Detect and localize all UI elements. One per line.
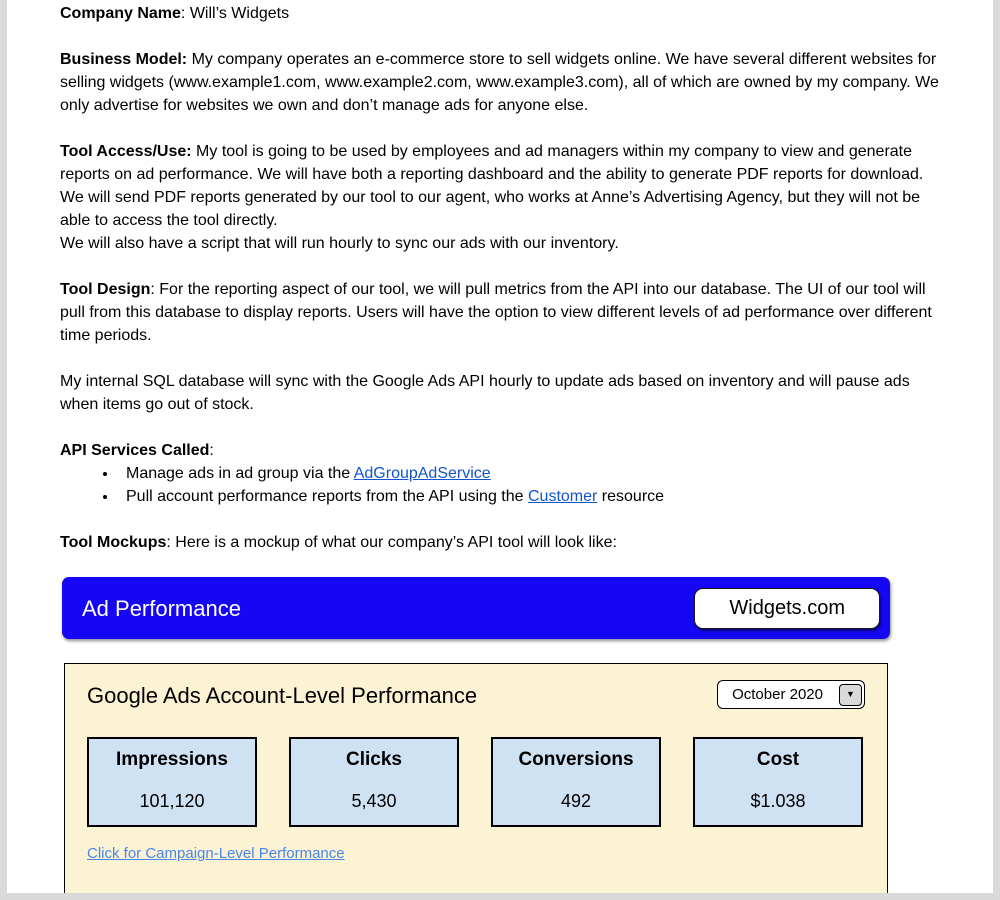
account-performance-panel: [64, 663, 888, 893]
metric-label: Impressions: [116, 749, 228, 770]
business-model-label: Business Model:: [60, 51, 188, 68]
adgroupadservice-link[interactable]: AdGroupAdService: [353, 465, 491, 482]
metric-label: Clicks: [346, 749, 402, 770]
metric-card-cost: [693, 737, 863, 827]
tool-design-paragraph: [60, 278, 940, 347]
company-name-paragraph: [60, 2, 940, 25]
tool-mockups-text: : Here is a mockup of what our company’s API tool will look like:: [166, 534, 617, 551]
bullet-text: Manage ads in ad group via the: [126, 465, 354, 482]
company-name-value: : Will’s Widgets: [180, 5, 290, 22]
api-service-item-adgroupad: [118, 462, 940, 485]
metric-label: Cost: [756, 749, 800, 770]
tool-access-label: Tool Access/Use:: [60, 143, 192, 160]
api-services-label: API Services Called: [60, 442, 210, 459]
api-services-list: [60, 462, 940, 508]
mockup-header-bar: [62, 577, 890, 639]
date-dropdown[interactable]: [717, 680, 865, 709]
tool-design-text: : For the reporting aspect of our tool, we will pull metrics from the API into our database. The UI of our tool will pull from this database to display reports. Users will have the option to view different levels of ad performance over different time periods.: [60, 281, 932, 344]
customer-link[interactable]: Customer: [527, 488, 598, 505]
panel-top-row: [87, 680, 865, 709]
dropdown-arrow-icon[interactable]: ▼: [839, 684, 862, 706]
metric-label: Conversions: [518, 749, 634, 770]
tool-mockups-label: Tool Mockups: [60, 534, 167, 551]
api-services-colon: :: [209, 442, 214, 459]
metrics-row: [87, 737, 865, 827]
document-content: [7, 0, 993, 893]
company-name-label: Company Name: [60, 5, 181, 22]
tool-access-text: My tool is going to be used by employees and ad managers within my company to view and generate reports on ad performance. We will have both a reporting dashboard and the ability to generate PDF reports for download. We will send PDF reports generated by our tool to our agent, who works at Anne’s Advertising Agency, but they will not be able to access the tool directly.: [60, 143, 924, 229]
metric-card-clicks: [289, 737, 459, 827]
tool-design-label: Tool Design: [60, 281, 151, 298]
sql-sync-paragraph: My internal SQL database will sync with the Google Ads API hourly to update ads based on inventory and will pause ads when items go out of stock.: [60, 373, 910, 413]
business-model-text: My company operates an e-commerce store to sell widgets online. We have several different websites for selling widgets (www.example1.com, www.example2.com, www.example3.com), all of which are owned by my company. We only advertise for websites we own and don’t manage ads for anyone else.: [60, 51, 939, 114]
bullet-text: resource: [597, 488, 665, 505]
campaign-level-link[interactable]: Click for Campaign-Level Performance: [87, 845, 345, 862]
panel-title: Google Ads Account-Level Performance: [87, 683, 478, 708]
api-services-heading: [60, 439, 940, 462]
tool-mockups-paragraph: [60, 531, 940, 554]
metric-card-impressions: [87, 737, 257, 827]
tool-access-paragraph: [60, 140, 940, 255]
date-dropdown-value: October 2020: [732, 686, 823, 703]
mockup-header-title: Ad Performance: [82, 595, 241, 621]
metric-value: $1.038: [750, 791, 806, 811]
tool-access-line2: We will also have a script that will run hourly to sync our ads with our inventory.: [60, 235, 619, 252]
business-model-paragraph: [60, 48, 940, 117]
bullet-text: Pull account performance reports from the API using the: [126, 488, 528, 505]
document-page: [7, 0, 993, 893]
metric-value: 492: [560, 791, 592, 811]
metric-value: 101,120: [139, 791, 205, 811]
metric-card-conversions: [491, 737, 661, 827]
widgets-site-button[interactable]: Widgets.com: [694, 588, 880, 629]
metric-value: 5,430: [351, 791, 397, 811]
api-service-item-customer: [118, 485, 940, 508]
